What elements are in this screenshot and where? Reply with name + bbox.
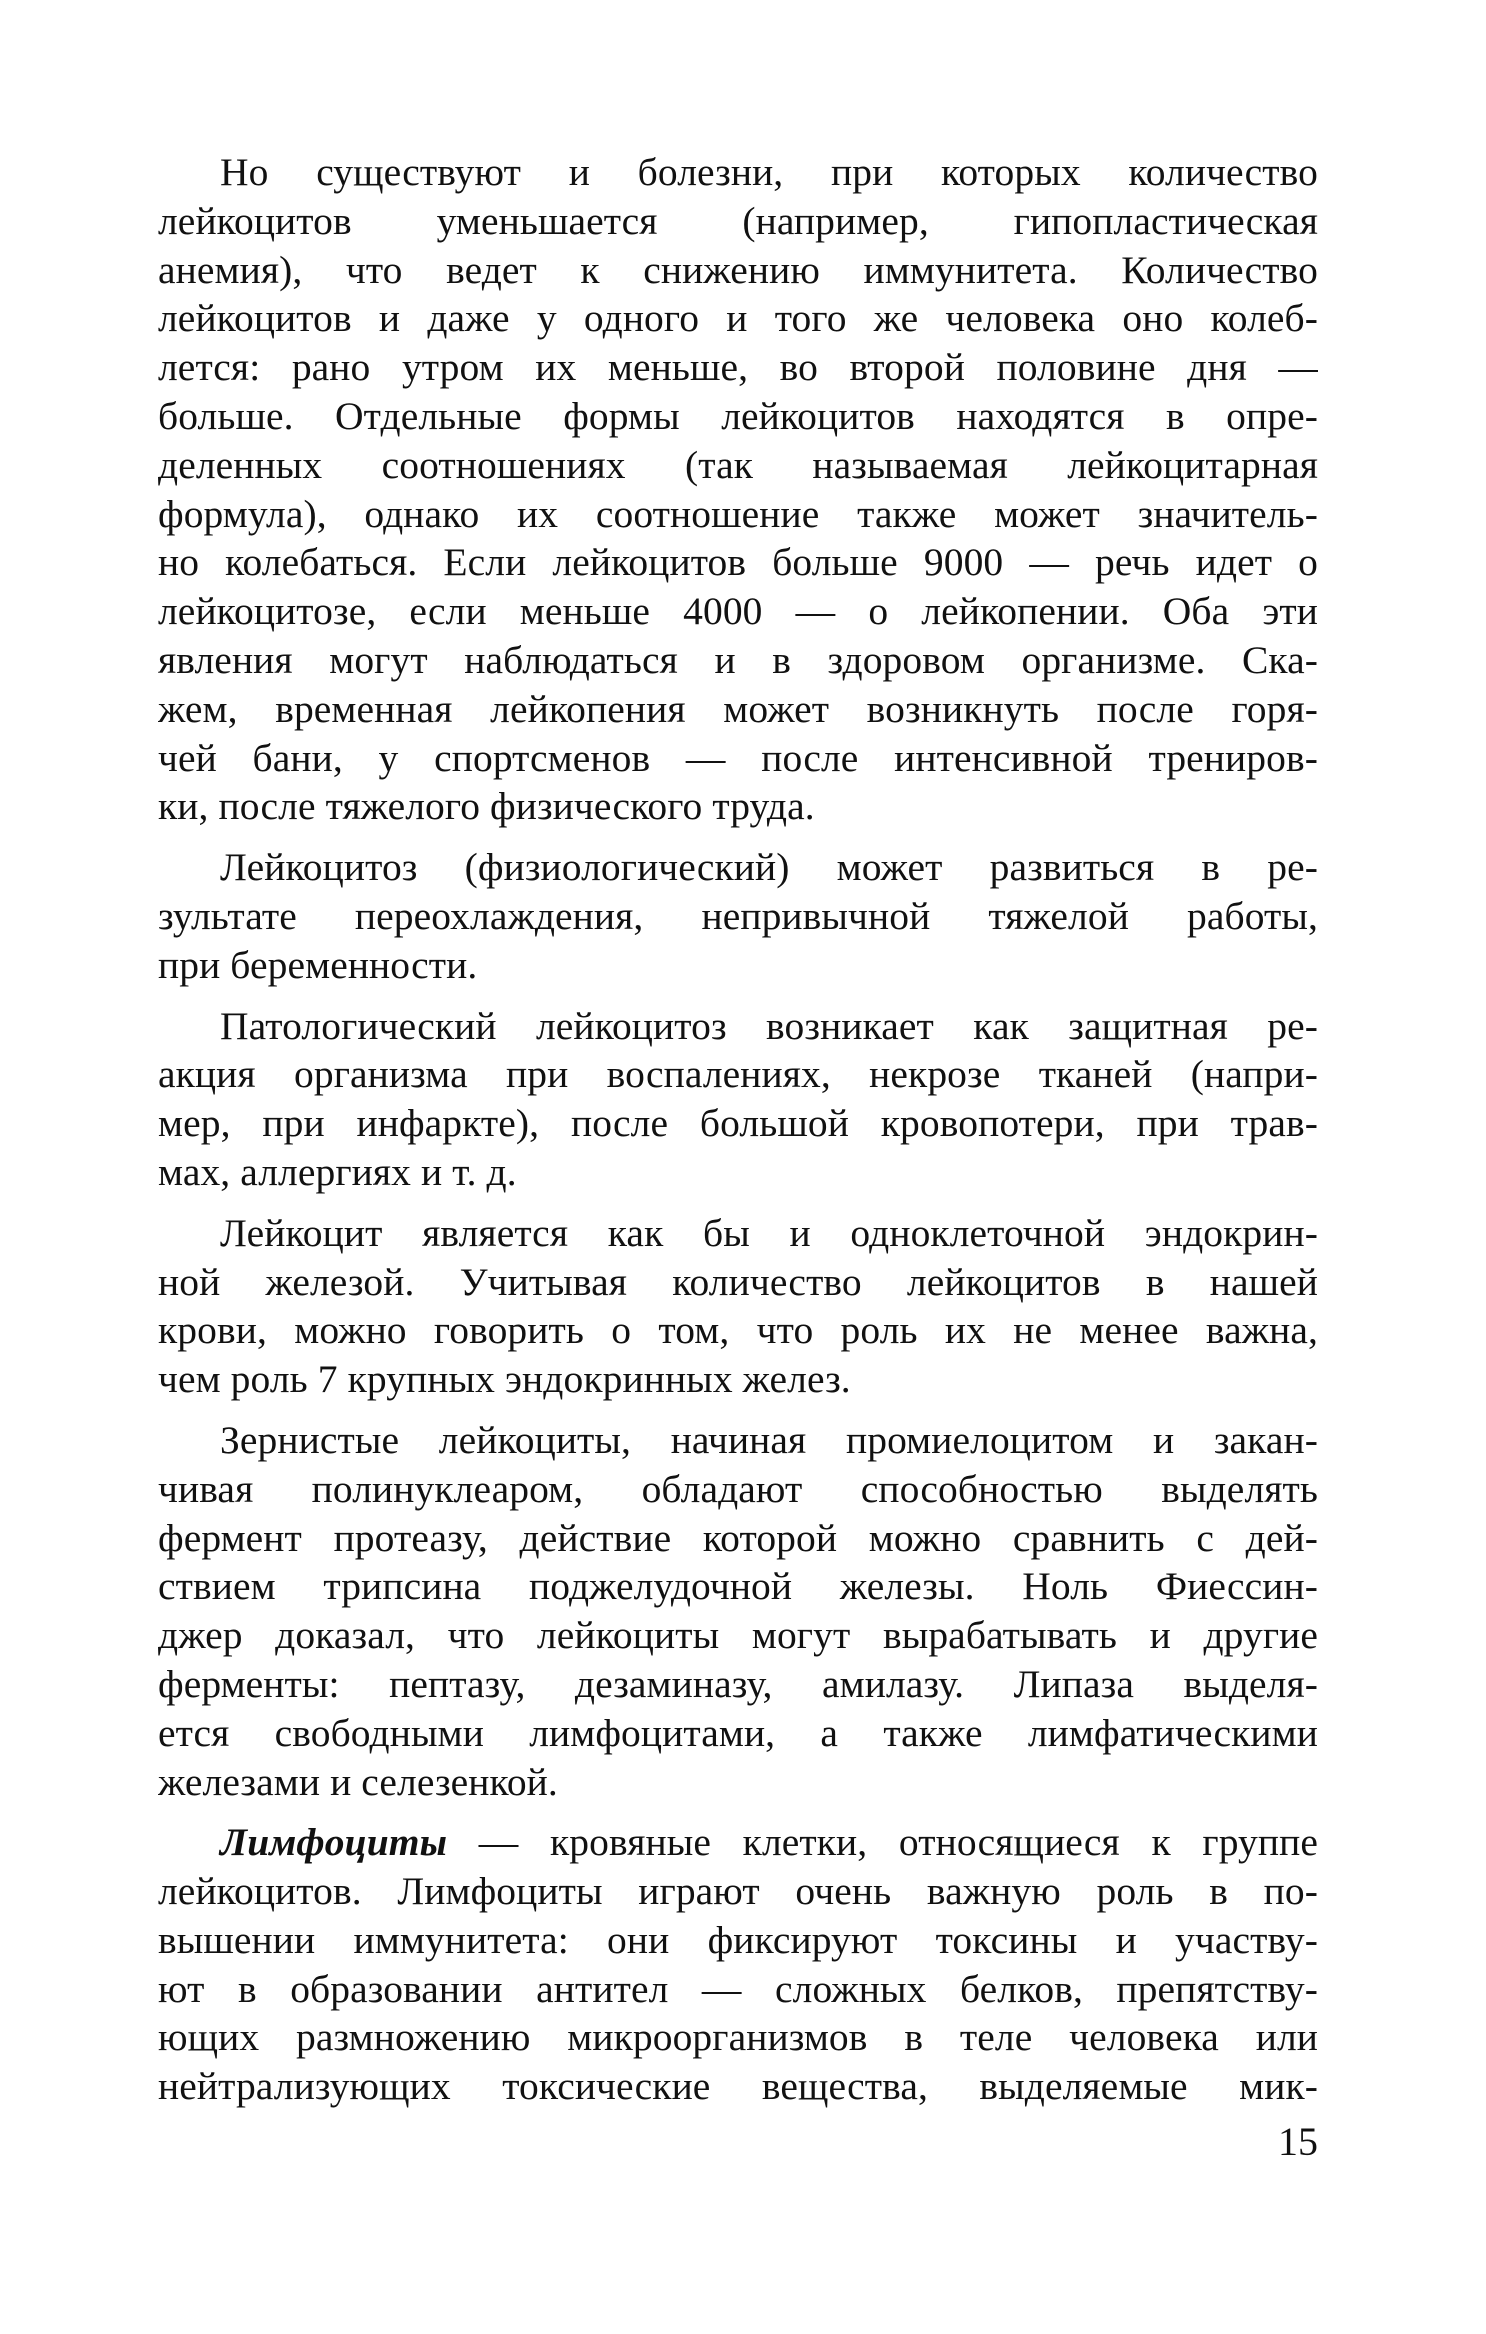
- paragraph-leukopenia: [158, 148, 1318, 831]
- text-line: лейкоцитов уменьшается (например, гипопластическая: [158, 198, 1318, 243]
- text-line: ной железой. Учитывая количество лейкоцитов в нашей: [158, 1259, 1318, 1304]
- text-line: зультате переохлаждения, непривычной тяжелой работы,: [158, 893, 1318, 938]
- text-line: ется свободными лимфоцитами, а также лимфатическими: [158, 1710, 1318, 1755]
- text-line: лейкоцитов. Лимфоциты играют очень важную роль в по-: [158, 1869, 1318, 1914]
- text-line: акция организма при воспалениях, некрозе тканей (напри-: [158, 1052, 1318, 1097]
- text-line: ствием трипсина поджелудочной железы. Ноль Фиессин-: [158, 1564, 1318, 1609]
- text-line: ферменты: пептазу, дезаминазу, амилазу. Липаза выделя-: [158, 1661, 1318, 1706]
- text-line: но колебаться. Если лейкоцитов больше 9000 — речь идет о: [158, 540, 1318, 585]
- text-line: чем роль 7 крупных эндокринных желез.: [158, 1357, 851, 1402]
- text-line: ют в образовании антител — сложных белков, препятству-: [158, 1966, 1318, 2011]
- text-block: [158, 148, 1318, 2111]
- text-line: лейкоцитозе, если меньше 4000 — о лейкопении. Оба эти: [158, 589, 1318, 634]
- text-line: Патологический лейкоцитоз возникает как защитная ре-: [220, 1003, 1318, 1048]
- text-line: лется: рано утром их меньше, во второй половине дня —: [158, 345, 1318, 390]
- text-line: фермент протеазу, действие которой можно сравнить с дей-: [158, 1515, 1318, 1560]
- paragraph-pathological-leukocytosis: [158, 1002, 1318, 1197]
- text-line: чивая полинуклеаром, обладают способностью выделять: [158, 1466, 1318, 1511]
- text-line: Лейкоцит является как бы и одноклеточной эндокрин-: [220, 1210, 1318, 1255]
- text-line: Лейкоцитоз (физиологический) может развиться в ре-: [220, 845, 1318, 890]
- text-line: лейкоцитов и даже у одного и того же человека оно колеб-: [158, 296, 1318, 341]
- text-line: ющих размножению микроорганизмов в теле человека или: [158, 2015, 1318, 2060]
- text-line: мер, при инфаркте), после большой кровопотери, при трав-: [158, 1101, 1318, 1146]
- text-line: железами и селезенкой.: [158, 1759, 558, 1804]
- text-line: жем, временная лейкопения может возникнуть после горя-: [158, 686, 1318, 731]
- text-line: Зернистые лейкоциты, начиная промиелоцитом и закан-: [220, 1417, 1318, 1462]
- text-line: чей бани, у спортсменов — после интенсивной трениров-: [158, 735, 1318, 780]
- text-line: формула), однако их соотношение также может значитель-: [158, 491, 1318, 536]
- text-line: при беременности.: [158, 942, 478, 987]
- text-line: анемия), что ведет к снижению иммунитета. Количество: [158, 247, 1318, 292]
- text-line: крови, можно говорить о том, что роль их не менее важна,: [158, 1308, 1318, 1353]
- text-line: [158, 1818, 1318, 1867]
- text-line: Но существуют и болезни, при которых количество: [220, 150, 1318, 194]
- text-line: нейтрализующих токсические вещества, выделяемые мик-: [158, 2064, 1318, 2109]
- text-line: деленных соотношениях (так называемая лейкоцитарная: [158, 442, 1318, 487]
- text-line: больше. Отдельные формы лейкоцитов находятся в опре-: [158, 393, 1318, 438]
- paragraph-physiological-leukocytosis: [158, 843, 1318, 989]
- text-line-rest: — кровяные клетки, относящиеся к группе: [447, 1820, 1318, 1865]
- text-line: ки, после тяжелого физического труда.: [158, 784, 815, 829]
- text-line: мах, аллергиях и т. д.: [158, 1149, 517, 1194]
- text-line: вышении иммунитета: они фиксируют токсины и участву-: [158, 1917, 1318, 1962]
- paragraph-lymphocytes: [158, 1818, 1318, 2111]
- paragraph-endocrine-gland: [158, 1209, 1318, 1404]
- page-number: 15: [1278, 2119, 1318, 2164]
- term-lymphocytes: Лимфоциты: [220, 1820, 448, 1865]
- text-line: явления могут наблюдаться и в здоровом организме. Ска-: [158, 637, 1318, 682]
- paragraph-granular-leukocytes: [158, 1416, 1318, 1806]
- text-line: джер доказал, что лейкоциты могут вырабатывать и другие: [158, 1613, 1318, 1658]
